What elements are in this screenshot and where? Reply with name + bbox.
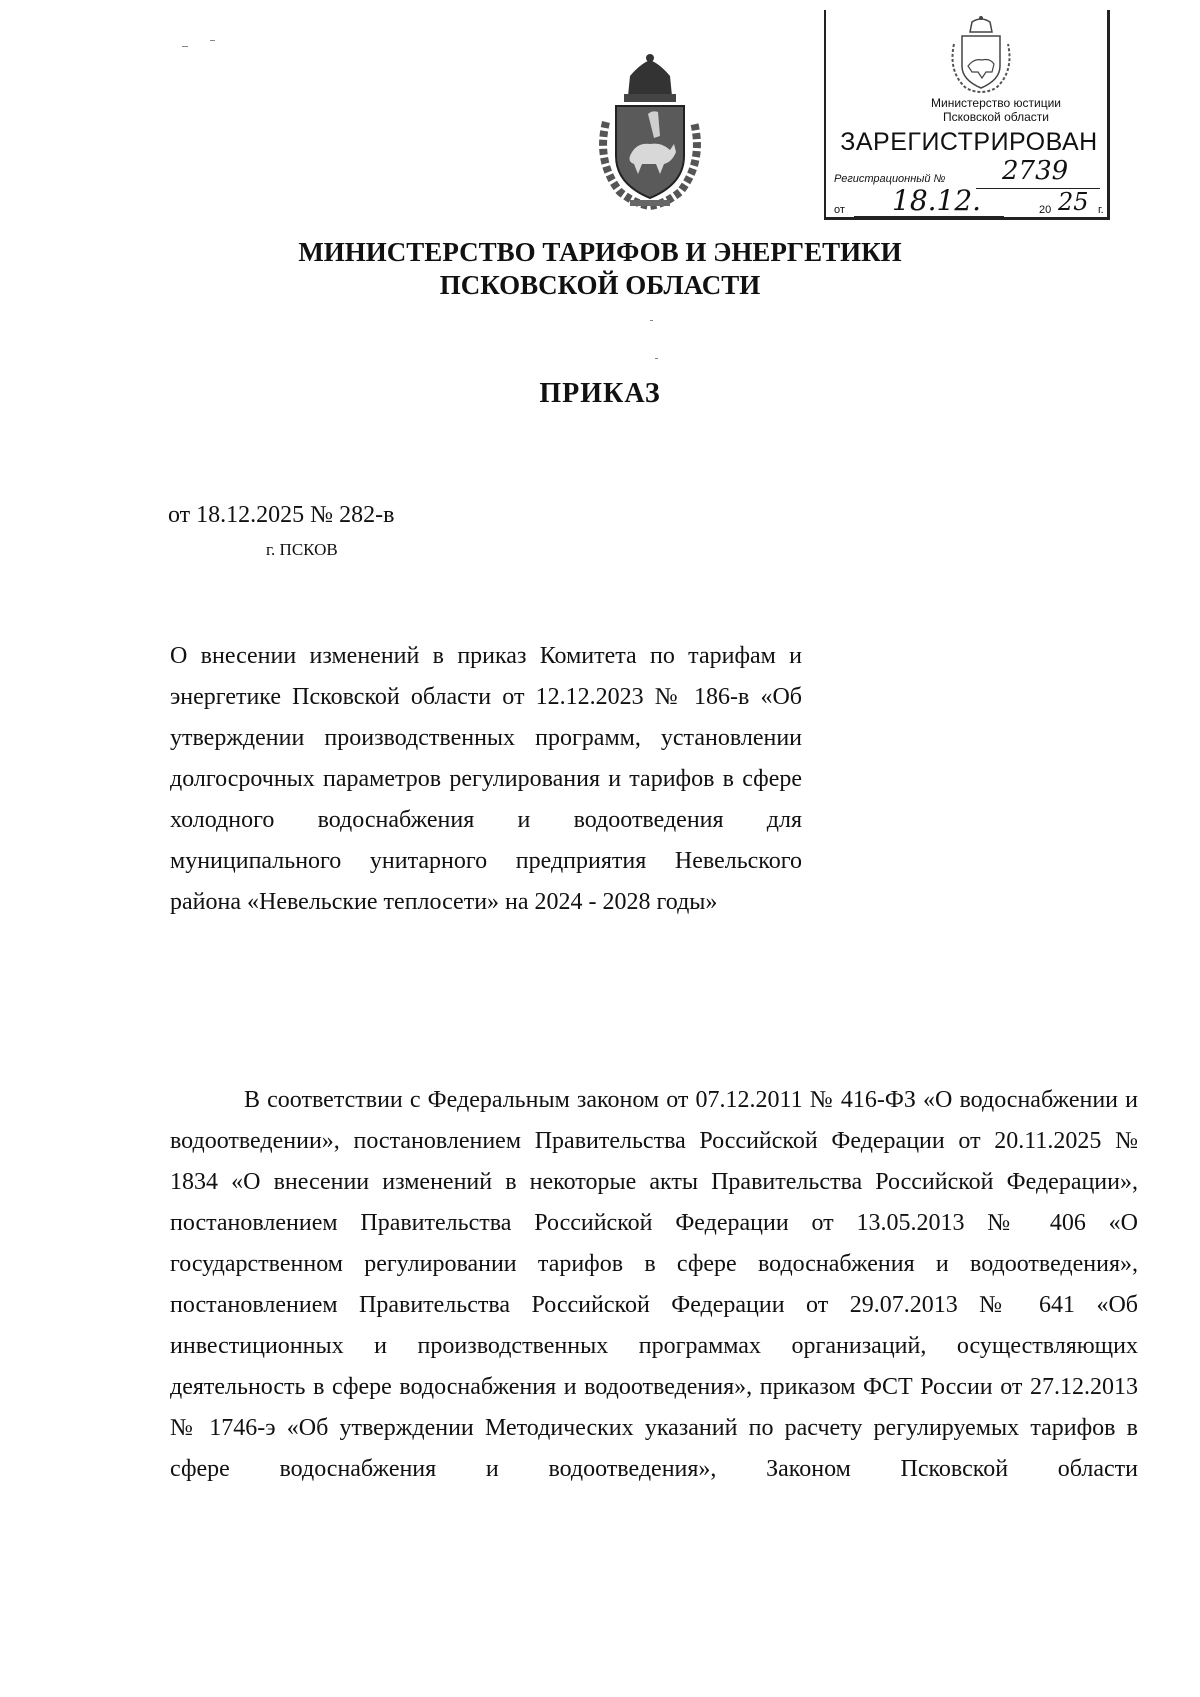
- stamp-registered-text: ЗАРЕГИСТРИРОВАН: [840, 128, 1098, 156]
- stamp-ministry-line1: Министерство юстиции: [931, 96, 1061, 110]
- scan-speck: [210, 40, 215, 41]
- stamp-ministry: [886, 96, 1106, 124]
- ministry-header: [230, 236, 970, 302]
- order-body-paragraph: В соответствии с Федеральным законом от 07.12.2011 № 416-ФЗ «О водоснабжении и водоотведении», постановлением Правительства Российской Федерации от 20.11.2025 № 1834 «О внесении изменений в некоторые акты Правительства Российской Федерации», постановлением Правительства Российской Федерации от 13.05.2013 № 406 «О государственном регулировании тарифов в сфере водоснабжения и водоотведения», постановлением Правительства Российской Федерации от 29.07.2013 № 641 «Об инвестиционных и производственных программах организаций, осуществляющих деятельность в сфере водоснабжения и водоотведения», приказом ФСТ России от 27.12.2013 № 1746-э «Об утверждении Методических указаний по расчету регулируемых тарифов в сфере водоснабжения и водоотведения», Законом Псковской области: [170, 1087, 1138, 1482]
- stamp-date-handwritten: 18.12.: [892, 184, 982, 217]
- stamp-emblem-icon: [946, 14, 1016, 96]
- order-city: г. ПСКОВ: [266, 540, 338, 559]
- stamp-regno-handwritten: 2739: [1002, 156, 1069, 186]
- stamp-year-prefix: 20: [1039, 204, 1052, 216]
- ministry-header-line2: ПСКОВСКОЙ ОБЛАСТИ: [439, 270, 761, 300]
- stamp-year-suffix: г.: [1098, 204, 1104, 216]
- scan-speck: [650, 320, 653, 321]
- scan-speck: [182, 46, 188, 47]
- document-title: ПРИКАЗ: [539, 378, 661, 409]
- order-date-number: от 18.12.2025 № 282-в: [168, 502, 395, 528]
- stamp-year-handwritten: 25: [1058, 188, 1089, 216]
- scan-speck: [655, 358, 658, 359]
- coat-of-arms-emblem: [590, 52, 710, 212]
- registration-stamp: [824, 10, 1110, 220]
- order-subject: О внесении изменений в приказ Комитета по тарифам и энергетике Псковской области от 12.12.2023 № 186-в «Об утверждении производственных программ, установлении долгосрочных параметров регулирования и тарифов в сфере холодного водоснабжения и водоотведения для муниципального унитарного предприятия Невельского района «Невельские теплосети» на 2024 - 2028 годы»: [170, 643, 802, 915]
- stamp-date-label: от: [834, 204, 845, 216]
- stamp-ministry-line2: Псковской области: [943, 110, 1049, 124]
- ministry-header-line1: МИНИСТЕРСТВО ТАРИФОВ И ЭНЕРГЕТИКИ: [298, 237, 902, 267]
- stamp-regno-label: Регистрационный №: [834, 173, 946, 185]
